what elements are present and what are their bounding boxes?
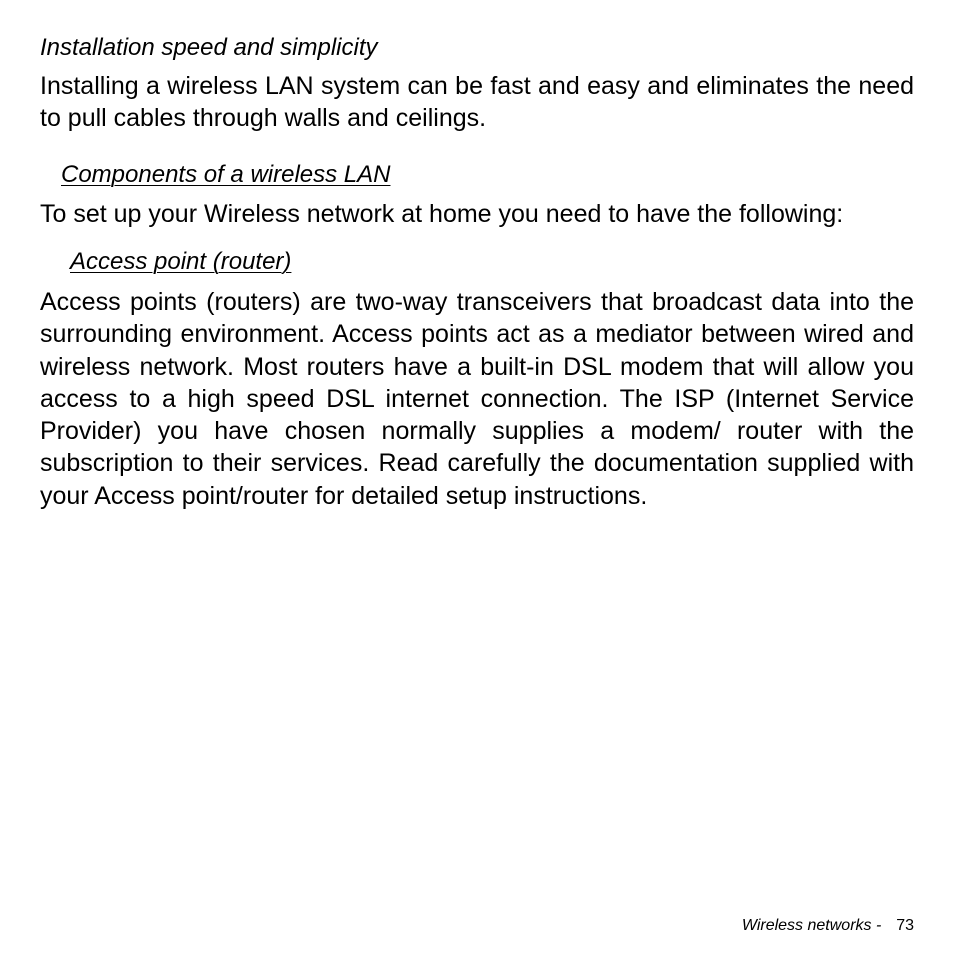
access-point-paragraph: Access points (routers) are two-way transceivers that broadcast data into the surrounding environment. Access points act as a mediator between wired and wireless network. Most routers have a built-in DSL modem that will allow you access to a high speed DSL internet connection. The ISP (Internet Service Provider) you have chosen normally supplies a modem/ router with the subscription to their services. Read carefully the documentation supplied with your Access point/router for detailed setup instructions.	[40, 288, 914, 510]
access-point-heading: Access point (router)	[70, 248, 292, 275]
installation-heading: Installation speed and simplicity	[40, 34, 378, 61]
footer-section-label: Wireless networks -	[741, 917, 882, 934]
components-paragraph: To set up your Wireless network at home you need to have the following:	[40, 200, 844, 228]
installation-paragraph: Installing a wireless LAN system can be fast and easy and eliminates the need to pull cables through walls and ceilings.	[40, 72, 914, 133]
page-number: 73	[896, 917, 914, 934]
components-heading: Components of a wireless LAN	[61, 161, 391, 188]
page-footer	[742, 916, 914, 936]
